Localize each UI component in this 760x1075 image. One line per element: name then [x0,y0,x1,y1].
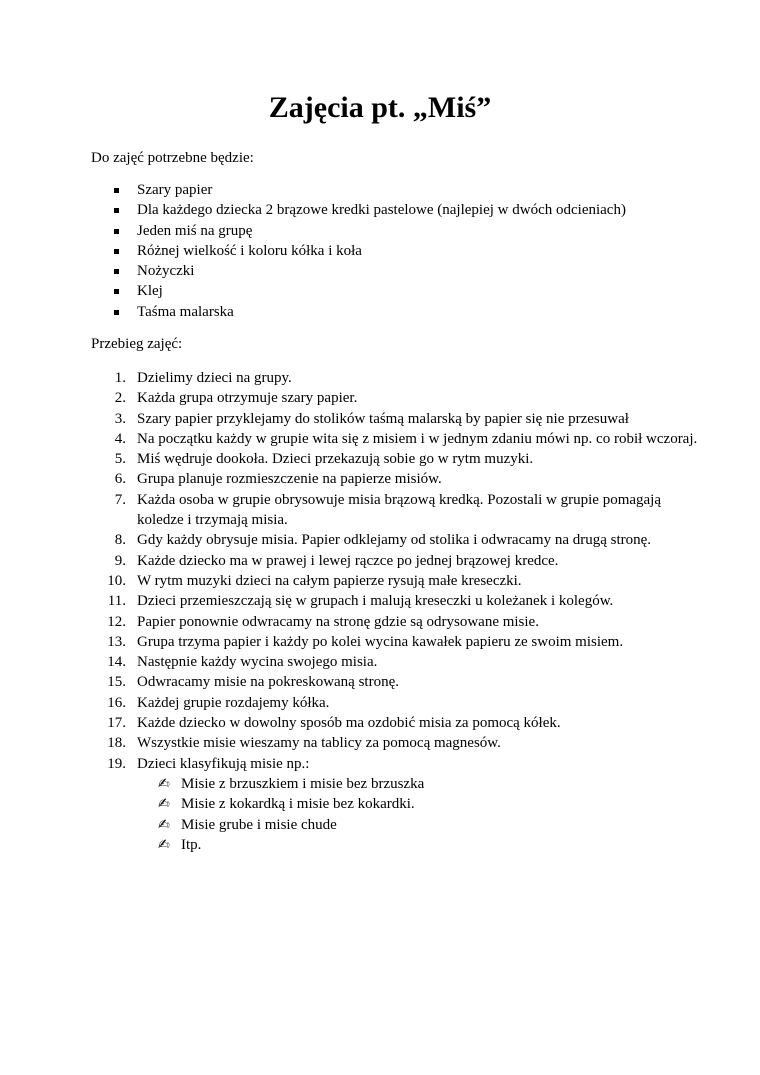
step-text: Gdy każdy obrysuje misia. Papier odklejamy od stolika i odwracamy na drugą stronę. [137,532,652,549]
step-number: 17. [107,715,126,732]
square-bullet-icon [114,188,119,193]
square-bullet-icon [114,289,119,294]
step-item [0,693,700,713]
material-label: Różnej wielkość i koloru kółka i koła [137,242,362,259]
list-item [0,261,700,281]
square-bullet-icon [114,269,119,274]
step-number: 18. [107,735,126,752]
step-number: 15. [107,674,126,691]
list-item [0,180,700,200]
step-text: Każde dziecko ma w prawej i lewej rączce po jednej brązowej kredce. [137,552,559,569]
step-item [0,591,700,611]
writing-hand-icon: ✍ [158,796,170,813]
process-heading: Przebieg zajęć: [91,336,183,352]
step-number: 8. [114,532,126,549]
step-number: 14. [107,654,126,671]
step-text: Każdej grupie rozdajemy kółka. [137,694,330,711]
step-number: 10. [107,572,126,589]
list-item [137,774,700,794]
step-text: Dzieci klasyfikują misie np.: [137,755,310,772]
step-number: 9. [114,552,126,569]
list-item [0,241,700,261]
material-label: Szary papier [137,182,213,198]
step-text: Dzielimy dzieci na grupy. [137,370,292,386]
list-item [0,200,700,220]
step-text: Szary papier przyklejamy do stolików taśmą malarską by papier się nie przesuwał [137,410,629,427]
step-text: Na początku każdy w grupie wita się z misiem i w jednym zdaniu mówi np. co robił wczoraj. [137,430,698,447]
classification-label: Misie z kokardką i misie bez kokardki. [181,796,415,813]
steps-list [0,368,700,855]
classification-list [137,774,700,855]
step-item [0,429,700,449]
step-item [0,632,700,652]
step-item [0,530,700,550]
step-item [0,672,700,692]
step-item [0,713,700,733]
materials-list [0,180,700,322]
step-text: Każde dziecko w dowolny sposób ma ozdobić misia za pomocą kółek. [137,715,561,732]
square-bullet-icon [114,229,119,234]
step-item [0,652,700,672]
writing-hand-icon: ✍ [158,775,170,792]
list-item [0,302,700,322]
step-number: 16. [107,694,126,711]
classification-label: Misie z brzuszkiem i misie bez brzuszka [181,775,425,792]
step-number: 3. [114,410,126,427]
step-number: 11. [107,593,126,610]
list-item [137,815,700,835]
step-number: 19. [107,755,126,772]
step-item [0,388,700,408]
step-number: 5. [114,451,126,468]
classification-label: Itp. [181,836,202,853]
step-text: Każda osoba w grupie obrysowuje misia brązową kredką. Pozostali w grupie pomagają koledze i trzymają misia. [137,491,662,529]
writing-hand-icon: ✍ [158,816,170,833]
step-text: Następnie każdy wycina swojego misia. [137,654,378,671]
writing-hand-icon: ✍ [158,836,170,853]
material-label: Nożyczki [137,263,195,280]
list-item [137,794,700,814]
material-label: Klej [137,283,163,300]
material-label: Dla każdego dziecka 2 brązowe kredki pastelowe (najlepiej w dwóch odcieniach) [137,202,626,219]
material-label: Jeden miś na grupę [137,222,253,239]
step-number: 7. [114,491,126,508]
step-item [0,571,700,591]
step-number: 12. [107,613,126,630]
step-text: Papier ponownie odwracamy na stronę gdzie są odrysowane misie. [137,613,539,630]
classification-label: Misie grube i misie chude [181,816,337,833]
step-number: 1. [114,370,126,386]
list-item [0,221,700,241]
step-text: Dzieci przemieszczają się w grupach i malują kreseczki u koleżanek i kolegów. [137,593,614,610]
step-item [0,449,700,469]
list-item [0,281,700,301]
materials-intro: Do zajęć potrzebne będzie: [91,150,254,166]
step-number: 2. [114,390,126,407]
step-text: Miś wędruje dookoła. Dzieci przekazują sobie go w rytm muzyki. [137,451,534,468]
step-item [0,754,700,855]
step-number: 4. [114,430,126,447]
document-title: Zajęcia pt. „Miś” [268,91,492,124]
list-item [137,835,700,855]
step-text: Grupa planuje rozmieszczenie na papierze misiów. [137,471,442,488]
square-bullet-icon [114,310,119,315]
step-item [0,551,700,571]
step-item [0,733,700,753]
step-text: Grupa trzyma papier i każdy po kolei wycina kawałek papieru ze swoim misiem. [137,633,624,650]
square-bullet-icon [114,208,119,213]
step-number: 13. [107,633,126,650]
step-text: W rytm muzyki dzieci na całym papierze rysują małe kreseczki. [137,572,522,589]
step-number: 6. [114,471,126,488]
step-item [0,469,700,489]
step-item [0,612,700,632]
step-item [0,409,700,429]
step-item [0,490,700,531]
step-text: Odwracamy misie na pokreskowaną stronę. [137,674,400,691]
material-label: Taśma malarska [137,303,234,320]
step-text: Każda grupa otrzymuje szary papier. [137,390,358,407]
step-text: Wszystkie misie wieszamy na tablicy za pomocą magnesów. [137,735,501,752]
square-bullet-icon [114,249,119,254]
step-item [0,368,700,388]
